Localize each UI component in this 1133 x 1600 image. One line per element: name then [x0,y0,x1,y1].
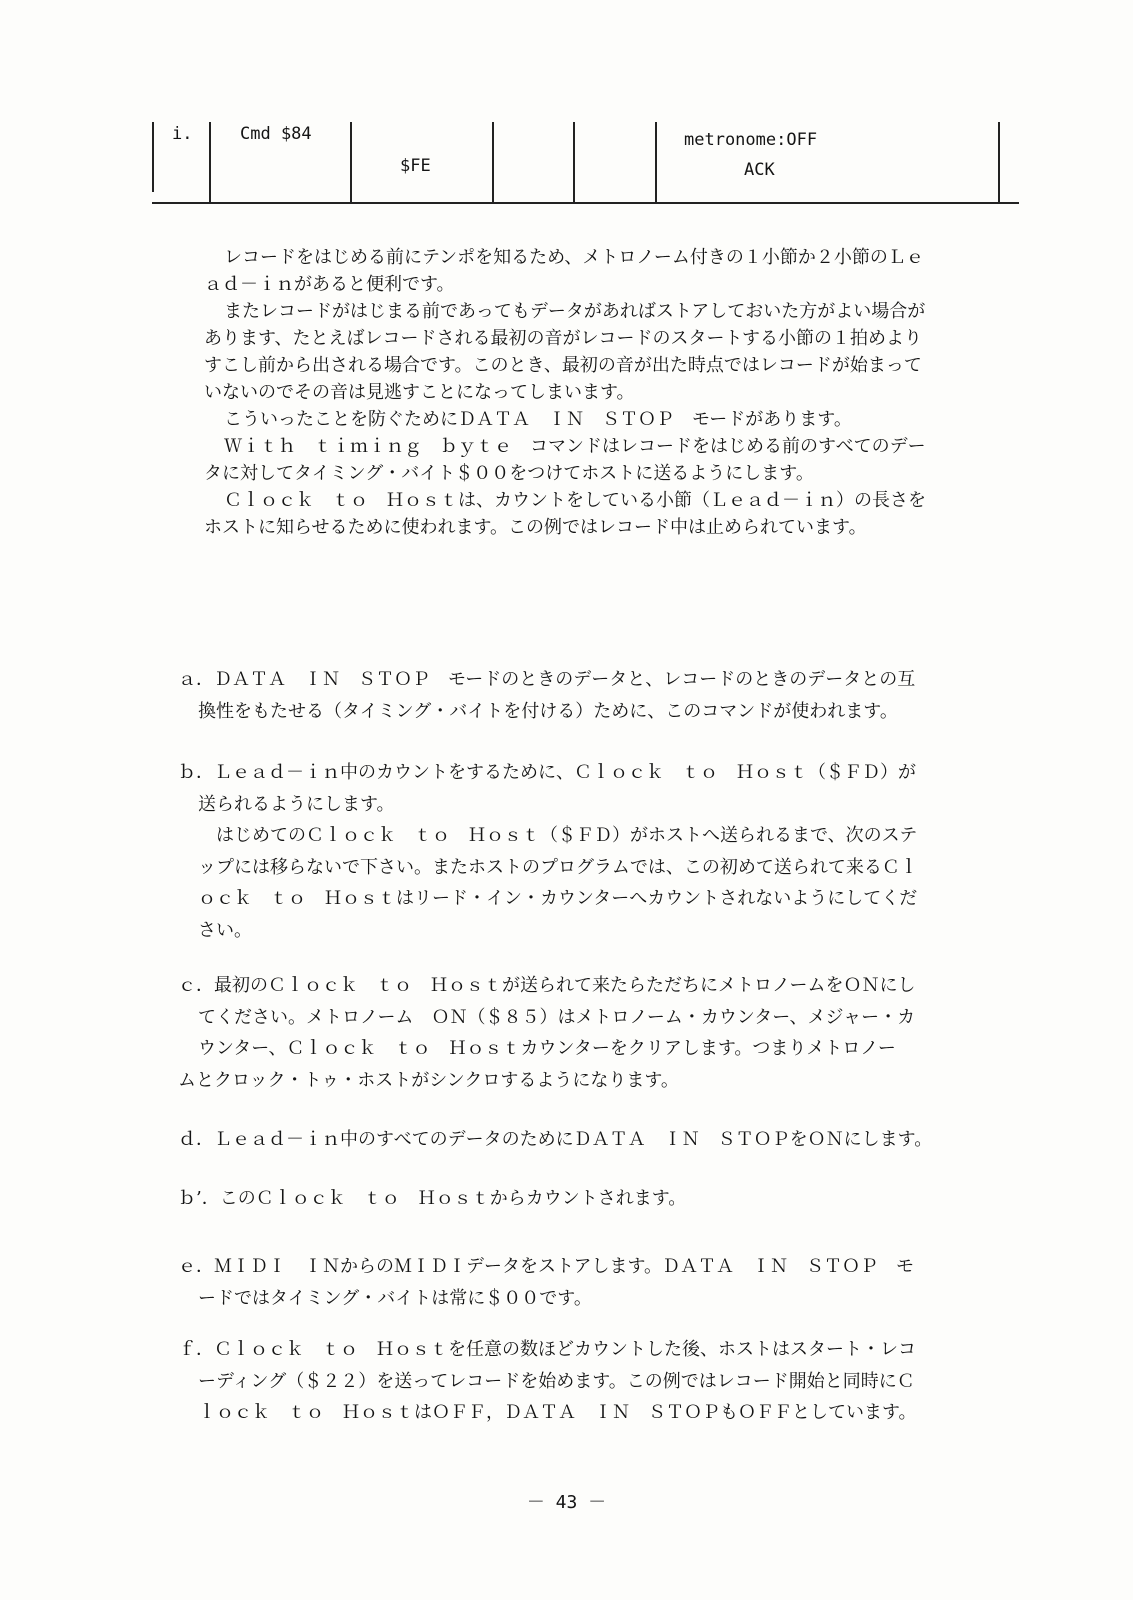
text-line: ａ．ＤＡＴＡ ＩＮ ＳＴＯＰ モードのときのデータと、レコードのときのデータとの互 [178,669,916,690]
text-line: ｂ’．このＣｌｏｃｋ ｔｏ Ｈｏｓｔからカウントされます。 [178,1188,687,1209]
text-line: はじめてのＣｌｏｃｋ ｔｏ Ｈｏｓｔ（＄ＦＤ）がホストへ送られるまで、次のステ [216,825,918,846]
step-d [178,1124,932,1156]
row-index: i. [172,124,193,144]
text-line: ｄ．Ｌｅａｄ－ｉｎ中のすべてのデータのためにＤＡＴＡ ＩＮ ＳＴＯＰをＯＮにします。 [178,1129,933,1150]
text-line: ホストに知らせるために使われます。この例ではレコード中は止められています。 [204,517,867,538]
step-b-prime [178,1183,686,1215]
page-number: － 43 － [526,1492,607,1513]
step-b [178,757,918,946]
text-line: いないのでその音は見逃すことになってしまいます。 [204,382,635,403]
text-line: てください。メトロノーム ＯＮ（＄８５）はメトロノーム・カウンター、メジャー・カ [198,1006,916,1028]
note-line-1: metronome:OFF [684,130,818,150]
step-a [178,664,915,727]
text-line: ードではタイミング・バイトは常に＄００です。 [198,1287,592,1309]
text-line: ムとクロック・トゥ・ホストがシンクロするようになります。 [178,1069,679,1091]
table-divider [573,122,575,202]
step-f [178,1334,917,1429]
command-table-row [152,122,1019,204]
table-divider [350,122,352,202]
step-c [178,970,915,1096]
note-line-2: ACK [744,160,775,180]
text-line: こういったことを防ぐためにＤＡＴＡ ＩＮ ＳＴＯＰ モードがあります。 [224,409,852,430]
text-line: ｂ．Ｌｅａｄ－ｉｎ中のカウントをするために、Ｃｌｏｃｋ ｔｏ Ｈｏｓｔ（＄ＦＤ）が [178,762,916,783]
text-line: ｃ．最初のＣｌｏｃｋ ｔｏ Ｈｏｓｔが送られて来たらただちにメトロノームをＯＮにし [178,975,916,996]
table-divider [655,122,657,202]
host-data-cell: $FE [400,156,431,176]
command-cell: Cmd $84 [240,124,312,144]
text-line: ｅ．ＭＩＤＩ ＩＮからのＭＩＤＩデータをストアします。ＤＡＴＡ ＩＮ ＳＴＯＰ モ [178,1256,915,1277]
text-line: ウンター、Ｃｌｏｃｋ ｔｏ Ｈｏｓｔカウンターをクリアします。つまりメトロノー [198,1038,896,1059]
text-line: ーディング（＄２２）を送ってレコードを始めます。この例ではレコード開始と同時にＣ [198,1370,915,1392]
intro-text [204,244,926,541]
text-line: ａｄ－ｉｎがあると便利です。 [204,274,455,295]
text-line: タに対してタイミング・バイト＄００をつけてホストに送るようにします。 [204,463,814,484]
text-line: レコードをはじめる前にテンポを知るため、メトロノーム付きの１小節か２小節のＬｅ [224,247,924,268]
text-line: Ｃｌｏｃｋ ｔｏ Ｈｏｓｔは、カウントをしている小節（Ｌｅａｄ－ｉｎ）の長さを [224,490,926,511]
text-line: すこし前から出される場合です。このとき、最初の音が出た時点ではレコードが始まって [204,355,922,376]
table-border-right [998,122,1000,202]
text-line: 換性をもたせる（タイミング・バイトを付ける）ために、このコマンドが使われます。 [198,700,898,722]
table-border-left [152,122,154,192]
text-line: 送られるようにします。 [198,793,395,815]
table-divider [209,122,211,202]
text-line: Ｗｉｔｈ ｔｉｍｉｎｇ ｂｙｔｅ コマンドはレコードをはじめる前のすべてのデー [224,436,926,457]
text-line: ｏｃｋ ｔｏ Ｈｏｓｔはリード・イン・カウンターへカウントされないようにしてくだ [198,888,918,909]
text-line: ｌｏｃｋ ｔｏ ＨｏｓｔはＯＦＦ，ＤＡＴＡ ＩＮ ＳＴＯＰもＯＦＦとしています。 [198,1402,917,1423]
text-line: さい。 [198,919,252,941]
text-line: あります、たとえばレコードされる最初の音がレコードのスタートする小節の１拍めより [204,328,923,349]
text-line: またレコードがはじまる前であってもデータがあればストアしておいた方がよい場合が [224,301,926,322]
text-line: ップには移らないで下さい。またホストのプログラムでは、この初めて送られて来るＣｌ [198,856,918,878]
step-e [178,1251,914,1314]
table-divider [492,122,494,202]
text-line: ｆ．Ｃｌｏｃｋ ｔｏ Ｈｏｓｔを任意の数ほどカウントした後、ホストはスタート・レコ [178,1339,916,1360]
